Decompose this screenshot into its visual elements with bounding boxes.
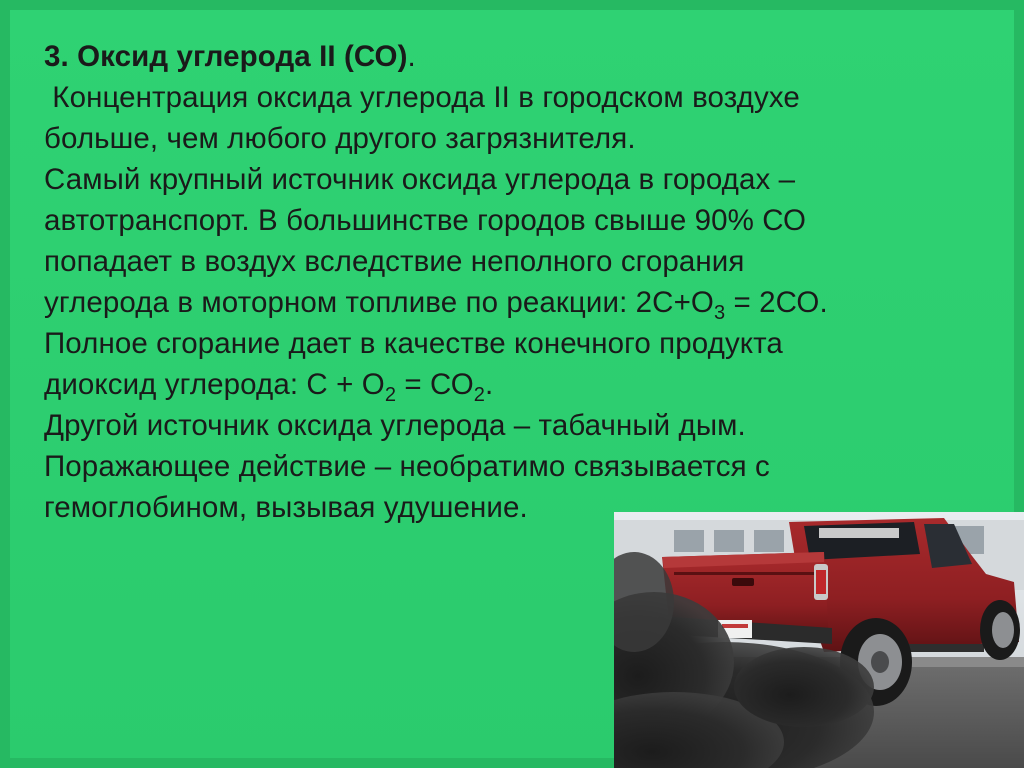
combustion-dot: . — [485, 368, 494, 401]
reaction-result: = 2СО. — [725, 286, 828, 319]
text-line-2: больше, чем любого другого загрязнителя. — [44, 122, 636, 155]
combustion-result: = СО — [396, 368, 474, 401]
truck-exhaust-photo — [614, 512, 1024, 768]
title-line — [44, 36, 1004, 77]
slide-text — [44, 36, 1004, 528]
text-line-7: Полное сгорание дает в качестве конечного продукта — [44, 327, 783, 360]
text-line-5: попадает в воздух вследствие неполного сгорания — [44, 245, 745, 278]
text-line-3: Самый крупный источник оксида углерода в городах – — [44, 163, 796, 196]
combustion-subscript-2: 2 — [473, 384, 486, 407]
text-line-10: Поражающее действие – необратимо связывается с — [44, 450, 770, 483]
slide-title: 3. Оксид углерода II (СО) — [44, 40, 408, 73]
text-line-4: автотранспорт. В большинстве городов свыше 90% СО — [44, 204, 807, 237]
truck-exhaust-illustration — [614, 512, 1024, 768]
text-line-1: Концентрация оксида углерода II в городском воздухе — [44, 81, 800, 114]
combustion-line — [44, 364, 1004, 405]
combustion-subscript-1: 2 — [384, 384, 397, 407]
title-dot: . — [407, 40, 416, 73]
reaction-text: углерода в моторном топливе по реакции: 2С+О — [44, 286, 714, 319]
combustion-text: диоксид углерода: С + О — [44, 368, 385, 401]
reaction-subscript: 3 — [713, 302, 726, 325]
text-line-9: Другой источник оксида углерода – табачный дым. — [44, 409, 746, 442]
reaction-line — [44, 282, 1004, 323]
text-line-11: гемоглобином, вызывая удушение. — [44, 491, 528, 524]
front-wheel — [980, 600, 1020, 660]
